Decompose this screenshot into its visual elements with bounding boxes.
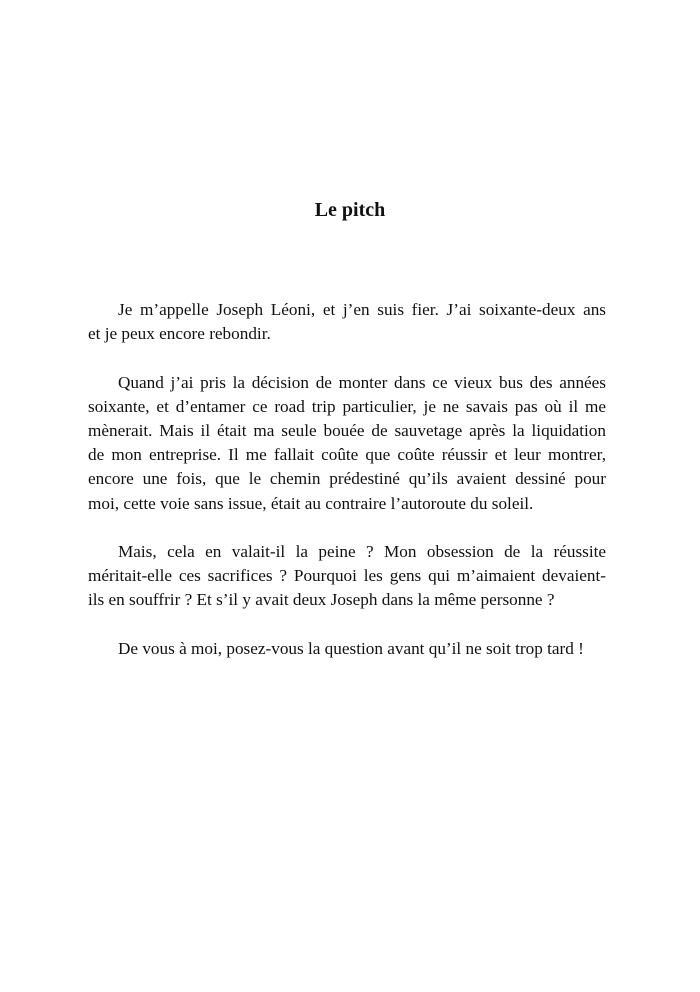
text-line: mènerait. Mais il était ma seule bouée de sauvetage après la liquidation [88,421,606,440]
paragraph-1 [88,298,606,346]
text-line: encore une fois, que le chemin prédestiné qu’ils avaient dessiné pour [88,469,606,489]
text-line: Quand j’ai pris la décision de monter dans ce vieux bus des années [118,372,606,392]
text-line: ils en souffrir ? Et s’il y avait deux Joseph dans la même personne ? [88,590,555,610]
text-line: de mon entreprise. Il me fallait coûte que coûte réussir et leur montrer, [88,445,606,465]
text-line: Mais, cela en valait-il la peine ? Mon obsession de la réussite [118,542,606,561]
text-line: et je peux encore rebondir. [88,324,271,344]
body-text [88,298,606,685]
text-line: méritait-elle ces sacrifices ? Pourquoi les gens qui m’aimaient devaient- [88,566,606,586]
text-line: Je m’appelle Joseph Léoni, et j’en suis fier. J’ai soixante-deux ans [118,300,606,319]
paragraph-3 [88,540,606,613]
paragraph-4 [88,637,606,661]
paragraph-2 [88,371,606,516]
text-line: soixante, et d’entamer ce road trip particulier, je ne savais pas où il me [88,396,606,416]
text-line: moi, cette voie sans issue, était au contraire l’autoroute du soleil. [88,493,534,513]
page-title: Le pitch [314,199,386,221]
text-line: De vous à moi, posez-vous la question avant qu’il ne soit trop tard ! [118,638,584,658]
